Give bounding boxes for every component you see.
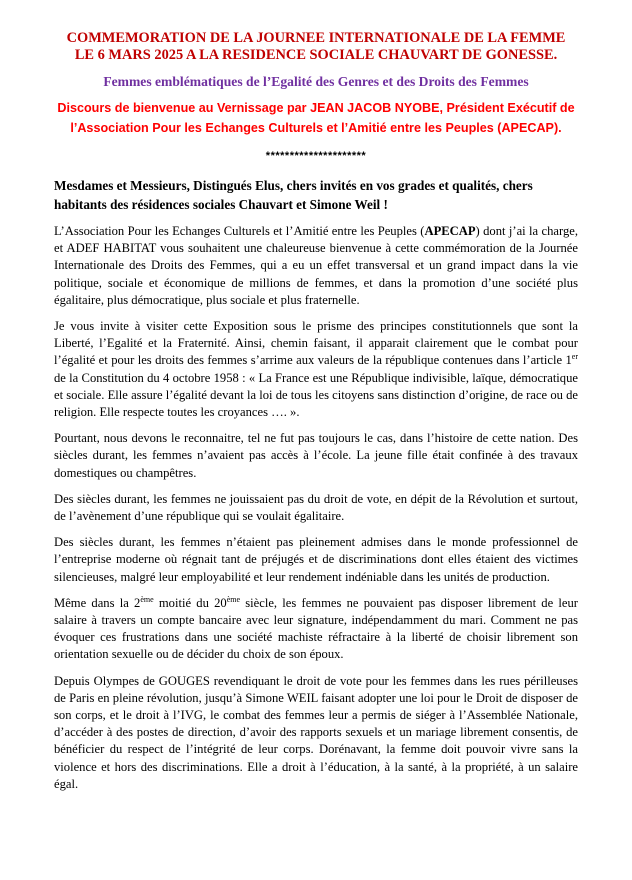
title-line-2: LE 6 MARS 2025 A LA RESIDENCE SOCIALE CHAUVART DE GONESSE. — [74, 47, 558, 63]
separator: ********************* — [265, 150, 367, 162]
p1-acronym: APECAP — [424, 224, 476, 238]
p6-superscript-1: ème — [140, 594, 154, 604]
paragraph-6 — [54, 595, 578, 664]
paragraph-2 — [54, 318, 578, 421]
paragraph-3: Pourtant, nous devons le reconnaitre, tel ne fut pas toujours le cas, dans l’histoire de cette nation. Des siècles durant, les femmes n’avaient pas accès à l’école. La jeune fille était confinée à des travaux domestiques ou champêtres. — [54, 431, 578, 480]
paragraph-5: Des siècles durant, les femmes n’étaient pas pleinement admises dans le monde professionnel de l’entreprise moderne où régnait tant de préjugés et de discriminations dont elles étaient des victimes silencieuses, malgré leur employabilité et leur rendement indéniable dans les unités de production. — [54, 535, 578, 584]
p2-superscript: er — [571, 352, 578, 362]
paragraph-4: Des siècles durant, les femmes ne jouissaient pas du droit de vote, en dépit de la Révolution et surtout, de l’avènement d’une république qui se voulait égalitaire. — [54, 491, 578, 524]
p2-text-b: de la Constitution du 4 octobre 1958 : « La France est une République indivisible, laïque, démocratique et sociale. Elle assure l’égalité devant la loi de tous les citoyens sans distinction d’origine, de race ou de religion. Elle respecte toutes les croyances …. ». — [54, 370, 578, 420]
speech-heading — [54, 98, 578, 138]
p6-text-b: moitié du 20 — [153, 595, 227, 610]
subtitle: Femmes emblématiques de l’Egalité des Genres et des Droits des Femmes — [103, 74, 529, 89]
p6-superscript-2: ème — [226, 594, 241, 604]
p6-text-a: Même dans la 2 — [54, 595, 141, 610]
p1-text-b: ) dont j’ai la charge, et ADEF HABITAT vous souhaitent une chaleureuse bienvenue à cette commémoration de la Journée Internationale des Droits des Femmes, qui a eu un effet transversal et un grand impact dans la vie politique, sociale et économique de millions de femmes, et dans la promotion d’une société plus égalitaire, plus démocratique, plus sociale et plus fraternelle. — [54, 224, 578, 307]
paragraph-1 — [54, 223, 578, 309]
p2-text-a: Je vous invite à visiter cette Exposition sous le prisme des principes constitutionnels que sont la Liberté, l’Egalité et la Fraternité. Ainsi, chemin faisant, il apparait clairement que le combat pour l’égalité et pour les droits des femmes s’arrime aux valeurs de la république contenues dans l’article 1 — [54, 319, 578, 368]
document-title — [54, 30, 578, 64]
title-line-1: COMMEMORATION DE LA JOURNEE INTERNATIONALE DE LA FEMME — [66, 30, 566, 46]
greeting: Mesdames et Messieurs, Distingués Elus, chers invités en vos grades et qualités, chers habitants des résidences sociales Chauvart et Simone Weil ! — [54, 178, 533, 212]
p6-text-c: siècle, les femmes ne pouvaient pas disposer librement de leur salaire à travers un compte bancaire avec leur signature, indépendamment du mari. Comment ne pas évoquer ces frustrations dans une société machiste réfractaire à la liberté de choisir librement son orientation sexuelle ou de décider du choix de son époux. — [54, 595, 578, 662]
paragraph-7: Depuis Olympes de GOUGES revendiquant le droit de vote pour les femmes dans les rues périlleuses de Paris en pleine révolution, jusqu’à Simone WEIL faisant adopter une loi pour le Droit de disposer de son corps, et le droit à l’IVG, le combat des femmes leur a permis de siéger à l’Assemblée Nationale, d’accéder à des postes de direction, d’avoir des rapports sexuels et un mariage librement consentis, de bénéficier du respect de l’intégrité de leur corps. Dorénavant, la femme doit pouvoir vivre sans la violence et hors des discriminations. Elle a droit à l’éducation, à la santé, à la propriété, à un salaire égal. — [54, 673, 578, 791]
speech-line-1: Discours de bienvenue au Vernissage par JEAN JACOB NYOBE, Président Exécutif de — [57, 101, 575, 115]
speech-line-2: l’Association Pour les Echanges Culturels et l’Amitié entre les Peuples (APECAP). — [70, 121, 562, 135]
p1-text-a: L’Association Pour les Echanges Culturels et l’Amitié entre les Peuples ( — [54, 224, 425, 238]
